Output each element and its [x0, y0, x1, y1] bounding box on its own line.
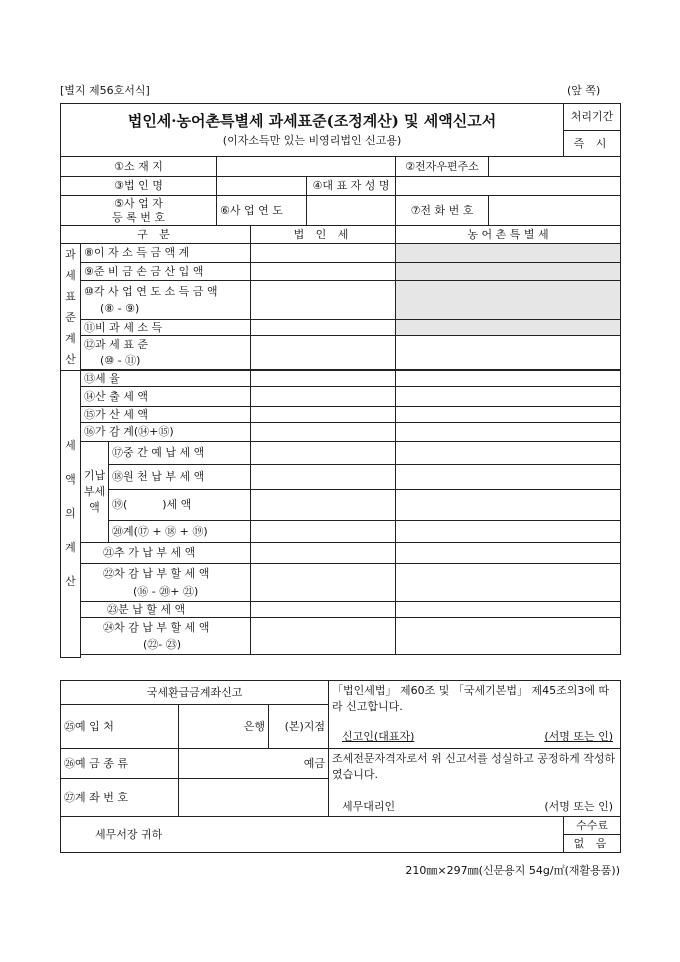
- row-24-rural[interactable]: [396, 618, 621, 655]
- row-11-corp[interactable]: [251, 319, 396, 335]
- row-17-rural[interactable]: [396, 442, 621, 465]
- paper-spec: 210㎜×297㎜(신문용지 54g/㎡(재활용품)): [405, 864, 620, 877]
- email-field[interactable]: [489, 157, 621, 177]
- row-8-label: ⑧이 자 소 득 금 액 계: [81, 244, 251, 263]
- row-24-label-line1: ㉔차 감 납 부 할 세 액: [103, 621, 210, 635]
- row-22-label: [81, 564, 251, 602]
- row-12-corp[interactable]: [251, 335, 396, 369]
- row-18-corp[interactable]: [251, 465, 396, 490]
- fee-value: 없 음: [573, 837, 611, 850]
- row-13-corp[interactable]: [251, 371, 396, 387]
- row-12-label-line1: ⑫과 세 표 준: [84, 337, 148, 351]
- row-21-rural[interactable]: [396, 543, 621, 564]
- fiscal-year-field[interactable]: [307, 196, 396, 226]
- group-prepaid: 기납부세액: [81, 442, 109, 543]
- row-12-rural[interactable]: [396, 335, 621, 369]
- fee-cell: [564, 817, 621, 853]
- deposit-type-label: ㉖예 금 종 류: [61, 749, 179, 779]
- row-23-label: ㉓분 납 할 세 액: [81, 602, 251, 618]
- phone-label: ⑦전 화 번 호: [396, 196, 489, 226]
- address-field[interactable]: [217, 157, 396, 177]
- bank-label: ㉕예 입 처: [61, 705, 179, 749]
- account-no-label: ㉗계 좌 번 호: [61, 779, 179, 817]
- account-no-field[interactable]: [179, 779, 329, 817]
- filer-label: 신고인(대표자): [342, 730, 415, 743]
- declaration-cell: [329, 681, 621, 749]
- filer-line: [332, 729, 617, 743]
- deposit-type-field[interactable]: 예금: [179, 749, 329, 779]
- row-11-rural: [396, 319, 621, 335]
- row-10-label: [81, 281, 251, 319]
- biz-no-label-line2: 등 록 번 호: [112, 210, 165, 224]
- biz-no-label-line1: ⑤사 업 자: [114, 197, 163, 211]
- agent-statement: 조세전문자격자로서 위 신고서를 성실하고 공정하게 작성하였습니다.: [332, 752, 616, 781]
- bank-unit[interactable]: 은행: [179, 705, 269, 749]
- form-subtitle: (이자소득만 있는 비영리법인 신고용): [222, 134, 402, 148]
- row-10-rural: [396, 281, 621, 319]
- row-12-label-line2: (⑩ - ⑪): [100, 353, 141, 367]
- page-side: (앞 쪽): [567, 84, 601, 97]
- row-17-label: ⑰중 간 예 납 세 액: [109, 442, 251, 465]
- column-corp-tax: 법 인 세: [251, 226, 396, 244]
- row-17-corp[interactable]: [251, 442, 396, 465]
- row-22-rural[interactable]: [396, 564, 621, 602]
- row-24-label-line2: (㉒- ㉓): [143, 637, 182, 651]
- row-18-rural[interactable]: [396, 465, 621, 490]
- row-23-corp[interactable]: [251, 602, 396, 618]
- row-21-label: ㉑추 가 납 부 세 액: [81, 543, 251, 564]
- agent-cell: [329, 749, 621, 817]
- refund-table: [60, 680, 621, 853]
- column-rural-tax: 농 어 촌 특 별 세: [396, 226, 621, 244]
- form-title: 법인세·농어촌특별세 과세표준(조정계산) 및 세액신고서: [127, 112, 497, 131]
- email-label: ②전자우편주소: [396, 157, 489, 177]
- group-tax-calc: 세액의계산: [61, 371, 81, 658]
- row-18-label: ⑱원 천 납 부 세 액: [109, 465, 251, 490]
- form-number: [별지 제56호서식]: [60, 84, 150, 97]
- agent-label: 세무대리인: [342, 800, 396, 813]
- filer-sign[interactable]: (서명 또는 인): [544, 730, 614, 743]
- row-24-corp[interactable]: [251, 618, 396, 655]
- processing-period-label: 처리기간: [564, 104, 621, 131]
- agent-line: [332, 799, 617, 813]
- row-20-label: ⑳계(⑰ + ⑱ + ⑲): [109, 521, 251, 543]
- row-13-label: ⑬세 율: [81, 371, 251, 387]
- corp-name-label: ③법 인 명: [61, 177, 217, 196]
- row-8-rural: [396, 244, 621, 263]
- row-12-label: [81, 335, 251, 369]
- row-16-label: ⑯가 감 계(⑭+⑮): [81, 423, 251, 442]
- row-9-corp[interactable]: [251, 263, 396, 281]
- row-9-rural: [396, 263, 621, 281]
- branch-unit[interactable]: (본)지점: [269, 705, 329, 749]
- rep-name-label: ④대 표 자 성 명: [307, 177, 396, 196]
- row-10-corp[interactable]: [251, 281, 396, 319]
- row-20-corp[interactable]: [251, 521, 396, 543]
- row-19-corp[interactable]: [251, 490, 396, 521]
- main-form-table: [60, 103, 621, 658]
- corp-name-field[interactable]: [217, 177, 307, 196]
- row-15-rural[interactable]: [396, 407, 621, 423]
- row-10-label-line1: ⑩각 사 업 연 도 소 득 금 액: [84, 284, 218, 298]
- address-label: ①소 재 지: [61, 157, 217, 177]
- phone-field[interactable]: [489, 196, 621, 226]
- row-11-label: ⑪비 과 세 소 득: [81, 319, 251, 335]
- group-tax-base: 과세표준계산: [61, 244, 81, 371]
- row-22-corp[interactable]: [251, 564, 396, 602]
- row-15-corp[interactable]: [251, 407, 396, 423]
- fee-label: 수수료: [564, 817, 620, 835]
- row-19-rural[interactable]: [396, 490, 621, 521]
- rep-name-field[interactable]: [396, 177, 621, 196]
- processing-period-value: 즉 시: [564, 131, 621, 157]
- row-14-label: ⑭산 출 세 액: [81, 387, 251, 407]
- row-9-label: ⑨준 비 금 손 금 산 입 액: [81, 263, 251, 281]
- row-19-label: ⑲( )세 액: [109, 490, 251, 521]
- row-20-rural[interactable]: [396, 521, 621, 543]
- row-16-rural[interactable]: [396, 423, 621, 442]
- row-21-corp[interactable]: [251, 543, 396, 564]
- addressee: 세무서장 귀하: [61, 817, 564, 853]
- declaration-statement: 「법인세법」 제60조 및 「국세기본법」 제45조의3에 따라 신고합니다.: [332, 684, 610, 713]
- row-13-rural[interactable]: [396, 371, 621, 387]
- agent-sign[interactable]: (서명 또는 인): [544, 800, 614, 813]
- row-24-label: [81, 618, 251, 655]
- row-16-corp[interactable]: [251, 423, 396, 442]
- row-8-corp[interactable]: [251, 244, 396, 263]
- row-23-rural[interactable]: [396, 602, 621, 618]
- biz-no-label: [61, 196, 217, 226]
- fiscal-year-label: ⑥사 업 연 도: [217, 196, 307, 226]
- row-14-corp[interactable]: [251, 387, 396, 407]
- row-10-label-line2: (⑧ - ⑨): [100, 301, 140, 315]
- row-22-label-line1: ㉒차 감 납 부 할 세 액: [103, 567, 210, 581]
- form-title-cell: [61, 104, 564, 157]
- row-14-rural[interactable]: [396, 387, 621, 407]
- refund-title: 국세환급금계좌신고: [61, 681, 329, 705]
- column-category: 구 분: [61, 226, 251, 244]
- row-22-label-line2: (⑯ - ⑳+ ㉑): [133, 584, 199, 598]
- row-15-label: ⑮가 산 세 액: [81, 407, 251, 423]
